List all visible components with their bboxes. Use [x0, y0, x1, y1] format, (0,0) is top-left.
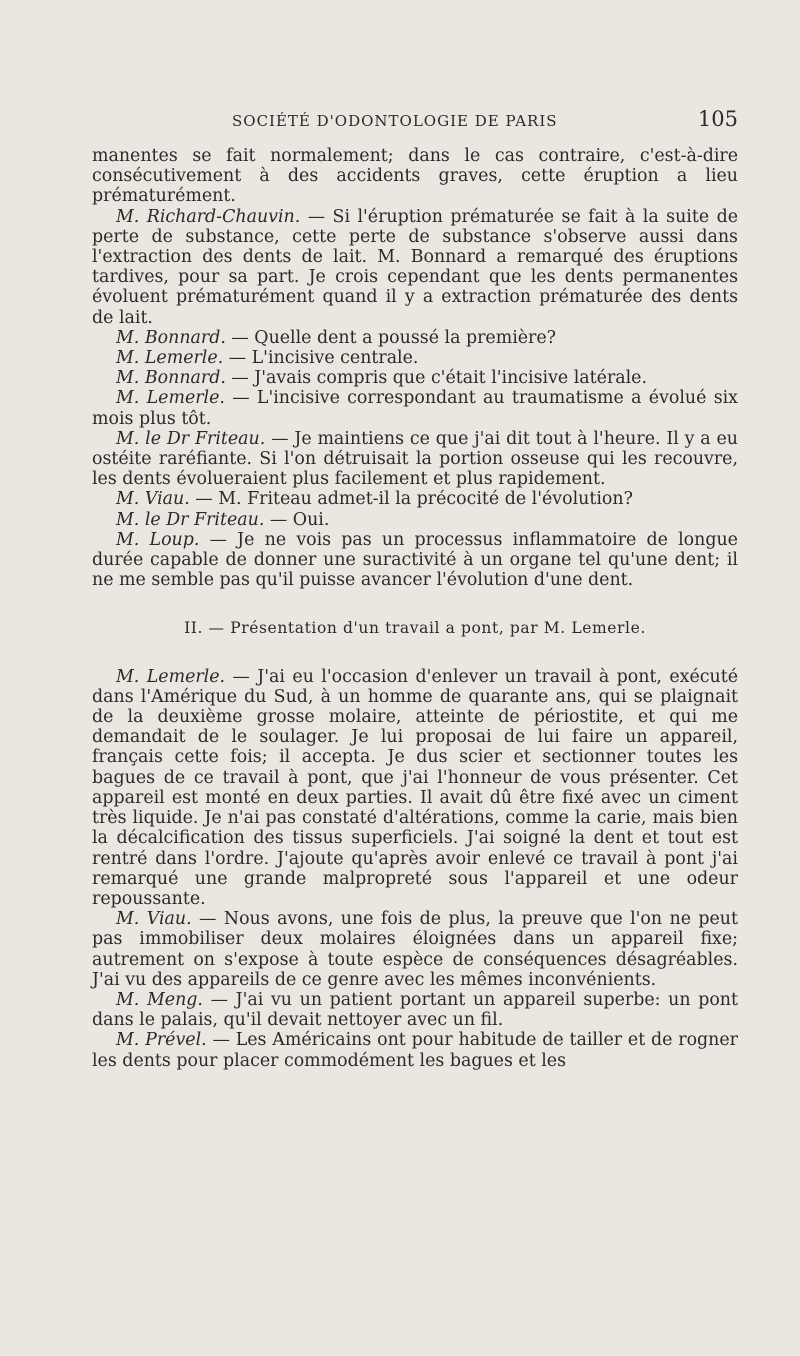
page-number: 105	[697, 107, 738, 131]
paragraph	[92, 510, 738, 530]
paragraph	[92, 368, 738, 388]
paragraph-text: — Nous avons, une fois de plus, la preuve que l'on ne peut pas immobiliser deux molaires éloignées dans un appareil fixe; autrement on s'expose à toute espèce de conséquences désagréables. J'ai vu des appareils de ce genre avec les mêmes inconvénients.	[92, 909, 738, 990]
speaker-name: M. Bonnard.	[116, 368, 226, 389]
paragraph-text: — Je maintiens ce que j'ai dit tout à l'heure. Il y a eu ostéite raréfiante. Si l'on détruisait la portion osseuse qui les recouvre, les dents évolueraient plus facilement et plus rapidement.	[92, 428, 738, 490]
paragraph	[92, 990, 738, 1030]
paragraph-text: — Si l'éruption prématurée se fait à la suite de perte de substance, cette perte de substance s'observe aussi dans l'extraction des dents de lait. M. Bonnard a remarqué des éruptions tardives, pour sa part. Je crois cependant que les dents permanentes évoluent prématurément quand il y a extraction prématurée des dents de lait.	[92, 206, 739, 328]
paragraph	[92, 489, 738, 509]
paragraph	[92, 1030, 738, 1070]
speaker-name: M. le Dr Friteau.	[116, 428, 266, 449]
paragraph-text: — Quelle dent a poussé la première?	[225, 327, 556, 348]
paragraph-text: — J'ai vu un patient portant un appareil superbe: un pont dans le palais, qu'il devait nettoyer avec un fil.	[92, 989, 738, 1031]
paragraph	[92, 429, 738, 490]
speaker-name: M. Meng.	[116, 989, 203, 1010]
speaker-name: M. le Dr Friteau.	[116, 509, 265, 530]
speaker-name: M. Viau.	[116, 489, 190, 510]
paragraph	[92, 909, 738, 990]
speaker-name: M. Richard-Chauvin.	[116, 206, 301, 227]
speaker-name: M. Lemerle.	[116, 348, 224, 369]
paragraph-text: — L'incisive correspondant au traumatisme a évolué six mois plus tôt.	[92, 388, 738, 429]
paragraph-text: manentes se fait normalement; dans le cas contraire, c'est-à-dire consécutivement à des accidents graves, cette éruption a lieu prématurément.	[92, 146, 738, 207]
paragraph	[92, 348, 738, 368]
paragraph-text: — Je ne vois pas un processus inflammatoire de longue durée capable de donner une suractivité à un organe tel qu'une dent; il ne me semble pas qu'il puisse avancer l'évolution d'une dent.	[92, 529, 738, 591]
paragraph-text: — Oui.	[264, 509, 330, 530]
paragraph-text: — L'incisive centrale.	[223, 348, 419, 369]
paragraph-text: — J'avais compris que c'était l'incisive latérale.	[225, 368, 648, 389]
discussion-top	[92, 146, 738, 590]
paragraph	[92, 328, 738, 348]
paragraph	[92, 207, 738, 328]
paragraph	[92, 667, 738, 909]
section-heading: II. — Présentation d'un travail a pont, par M. Lemerle.	[184, 619, 646, 638]
speaker-name: M. Bonnard.	[116, 327, 226, 348]
speaker-name: M. Prével.	[116, 1030, 207, 1051]
paragraph-text: — M. Friteau admet-il la précocité de l'évolution?	[189, 489, 633, 510]
paragraph-text: — Les Américains ont pour habitude de tailler et de rogner les dents pour placer commodément les bagues et les	[92, 1030, 738, 1071]
speaker-name: M. Loup.	[116, 529, 200, 550]
speaker-name: M. Lemerle.	[116, 388, 225, 409]
paragraph	[92, 388, 738, 428]
discussion-bottom	[92, 667, 738, 1071]
paragraph-text: — J'ai eu l'occasion d'enlever un travail à pont, exécuté dans l'Amérique du Sud, à un homme de quarante ans, qui se plaignait de la deuxième grosse molaire, atteinte de périostite, et qui me demandait de le soulager. Je lui proposai de lui faire un appareil, français cette fois; il accepta. Je dus scier et sectionner toutes les bagues de ce travail à pont, que j'ai l'honneur de vous présenter. Cet appareil est monté en deux parties. Il avait dû être fixé avec un ciment très liquide. Je n'ai pas constaté d'altérations, comme la carie, mais bien la décalcification des tissus superficiels. J'ai soigné la dent et tout est rentré dans l'ordre. J'ajoute qu'après avoir enlevé ce travail à pont j'ai remarqué une grande malpropreté sous l'appareil et une odeur repoussante.	[92, 666, 738, 909]
speaker-name: M. Lemerle.	[116, 666, 226, 687]
paragraph	[92, 530, 738, 591]
speaker-name: M. Viau.	[116, 909, 192, 930]
page-body	[92, 146, 738, 1071]
running-title: SOCIÉTÉ D'ODONTOLOGIE DE PARIS	[232, 112, 558, 130]
paragraph	[92, 146, 738, 207]
